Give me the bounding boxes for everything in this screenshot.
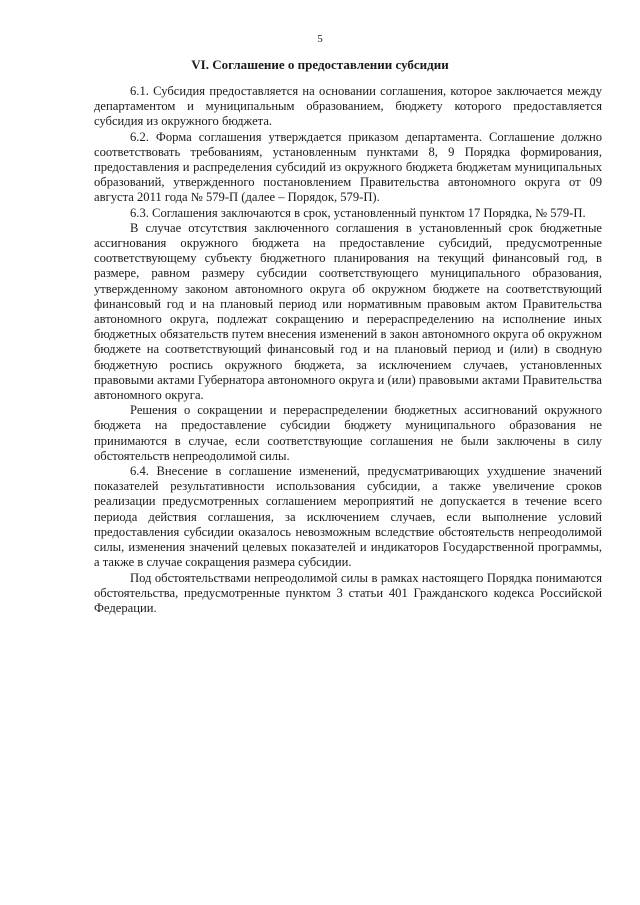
paragraph-reallocation-decisions: Решения о сокращении и перераспределении бюджетных ассигнований окружного бюджета на предоставление субсидии бюджету муниципального образования не принимаются в случае, если соответствующие соглашения не были заключены в силу обстоятельств непреодолимой силы. bbox=[94, 403, 602, 463]
section-heading: VI. Соглашение о предоставлении субсидии bbox=[191, 57, 449, 72]
paragraph-6-2: 6.2. Форма соглашения утверждается приказом департамента. Соглашение должно соответствовать требованиям, установленным пунктами 8, 9 Порядка формирования, предоставления и распределения субсидий из окружного бюджета бюджетам муниципальных образований, утвержденного постановлением Правительства автономного округа от 09 августа 2011 года № 579-П (далее – Порядок, 579-П). bbox=[94, 129, 602, 205]
section-body bbox=[94, 84, 602, 616]
paragraph-no-agreement: В случае отсутствия заключенного соглашения в установленный срок бюджетные ассигнования окружного бюджета на предоставление субсидий, предусмотренные соответствующему субъекту бюджетного планирования на текущий финансовый год, в размере, равном размеру субсидии соответствующего муниципального образования, утвержденному законом автономного округа об окружном бюджете на соответствующий финансовый год и на плановый период или нормативным правовым актом Правительства автономного округа, подлежат сокращению и перераспределению на исполнение иных бюджетных обязательств путем внесения изменений в закон автономного округа об окружном бюджете на соответствующий финансовый год и на плановый период и (или) в сводную бюджетную роспись окружного бюджета, за исключением случаев, установленных правовыми актами Губернатора автономного округа и (или) правовыми актами Правительства автономного округа. bbox=[94, 220, 602, 403]
page-number: 5 bbox=[317, 33, 323, 45]
paragraph-6-4: 6.4. Внесение в соглашение изменений, предусматривающих ухудшение значений показателей результативности использования субсидии, а также увеличение сроков реализации предусмотренных соглашением мероприятий не допускается в течение всего периода действия соглашения, за исключением случаев, если выполнение условий предоставления субсидии оказалось невозможным вследствие обстоятельств непреодолимой силы, изменения значений целевых показателей и индикаторов Государственной программы, а также в случае сокращения размера субсидии. bbox=[94, 464, 602, 570]
paragraph-force-majeure: Под обстоятельствами непреодолимой силы в рамках настоящего Порядка понимаются обстоятельства, предусмотренные пунктом 3 статьи 401 Гражданского кодекса Российской Федерации. bbox=[94, 570, 602, 615]
paragraph-6-1: 6.1. Субсидия предоставляется на основании соглашения, которое заключается между департаментом и муниципальным образованием, бюджету которого предоставляется субсидия из окружного бюджета. bbox=[94, 84, 602, 129]
paragraph-6-3: 6.3. Соглашения заключаются в срок, установленный пунктом 17 Порядка, № 579-П. bbox=[130, 205, 586, 220]
